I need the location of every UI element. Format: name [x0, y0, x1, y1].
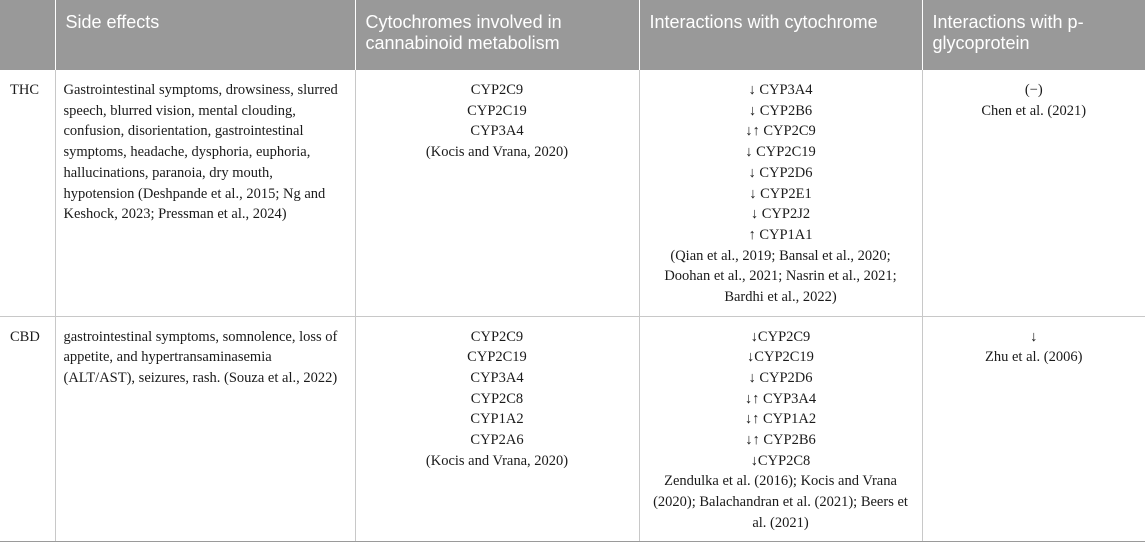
- interaction-item: ↓ CYP2E1: [749, 185, 812, 202]
- cytochrome-item: CYP2C19: [467, 349, 527, 366]
- interaction-item: ↓↑ CYP2B6: [745, 432, 816, 449]
- pgp-reference: Chen et al. (2021): [981, 102, 1087, 119]
- side-effects-cell: gastrointestinal symptoms, somnolence, loss of appetite, and hypertransaminasemia (ALT/AST), seizures, rash. (Souza et al., 2022): [55, 316, 355, 541]
- interaction-item: ↓ CYP2J2: [750, 206, 811, 223]
- pgp-effect: (−): [1024, 82, 1043, 98]
- table-row: [0, 316, 1145, 541]
- cytochrome-reference: (Kocis and Vrana, 2020): [425, 144, 569, 161]
- cytochromes-cell: [355, 316, 639, 541]
- interaction-item: ↓ CYP2B6: [748, 102, 813, 119]
- cytochrome-item: CYP2C9: [470, 82, 524, 98]
- cytochromes-cell: [355, 70, 639, 316]
- pgp-reference: Zhu et al. (2006): [985, 349, 1083, 366]
- table-row: [0, 70, 1145, 316]
- interaction-item: ↓↑ CYP2C9: [745, 123, 816, 140]
- cytochrome-item: CYP3A4: [470, 369, 524, 386]
- interaction-item: ↓ CYP2C19: [745, 144, 816, 161]
- interaction-item: ↓ CYP2D6: [748, 164, 813, 181]
- cytochrome-item: CYP2C19: [467, 102, 527, 119]
- cytochrome-item: CYP1A2: [470, 411, 524, 428]
- header-interactions-pgp: Interactions with p-glycoprotein: [922, 0, 1145, 70]
- side-effects-cell: Gastrointestinal symptoms, drowsiness, slurred speech, blurred vision, mental clouding, confusion, disorientation, gastrointestinal symptoms, headache, dysphoria, euphoria, hallucinations, paranoia, dry mouth, hypotension (Deshpande et al., 2015; Ng and Keshock, 2023; Pressman et al., 2024): [55, 70, 355, 316]
- header-empty: [0, 0, 55, 70]
- header-side-effects: Side effects: [55, 0, 355, 70]
- interaction-item: ↓↑ CYP1A2: [744, 411, 817, 428]
- row-label: CBD: [0, 316, 55, 541]
- cytochrome-item: CYP2C8: [470, 390, 524, 407]
- interaction-item: ↓ CYP3A4: [748, 82, 813, 98]
- cytochrome-item: CYP3A4: [470, 123, 524, 140]
- interaction-item: ↓↑ CYP3A4: [744, 390, 817, 407]
- interactions-cell: [639, 70, 922, 316]
- header-interactions-cytochrome: Interactions with cytochrome: [639, 0, 922, 70]
- interactions-cell: [639, 316, 922, 541]
- interaction-item: ↓CYP2C19: [747, 349, 814, 366]
- interaction-item: ↓ CYP2D6: [748, 369, 813, 386]
- cytochrome-item: CYP2C9: [470, 328, 524, 345]
- interaction-references: (Qian et al., 2019; Bansal et al., 2020; Doohan et al., 2021; Nasrin et al., 2021; Bardhi et al., 2022): [664, 247, 897, 306]
- pgp-cell: [922, 70, 1145, 316]
- interaction-references: Zendulka et al. (2016); Kocis and Vrana (2020); Balachandran et al. (2021); Beers et al. (2021): [653, 473, 908, 531]
- row-label: THC: [0, 70, 55, 316]
- header-cytochromes: Cytochromes involved in cannabinoid metabolism: [355, 0, 639, 70]
- cytochrome-item: CYP2A6: [470, 432, 524, 449]
- cytochrome-reference: (Kocis and Vrana, 2020): [425, 452, 569, 469]
- interaction-item: ↓CYP2C8: [750, 452, 811, 469]
- interaction-item: ↑ CYP1A1: [748, 226, 813, 243]
- pgp-cell: [922, 316, 1145, 541]
- pgp-effect: ↓: [1030, 328, 1038, 345]
- interaction-item: ↓CYP2C9: [750, 328, 811, 345]
- header-row: [0, 0, 1145, 70]
